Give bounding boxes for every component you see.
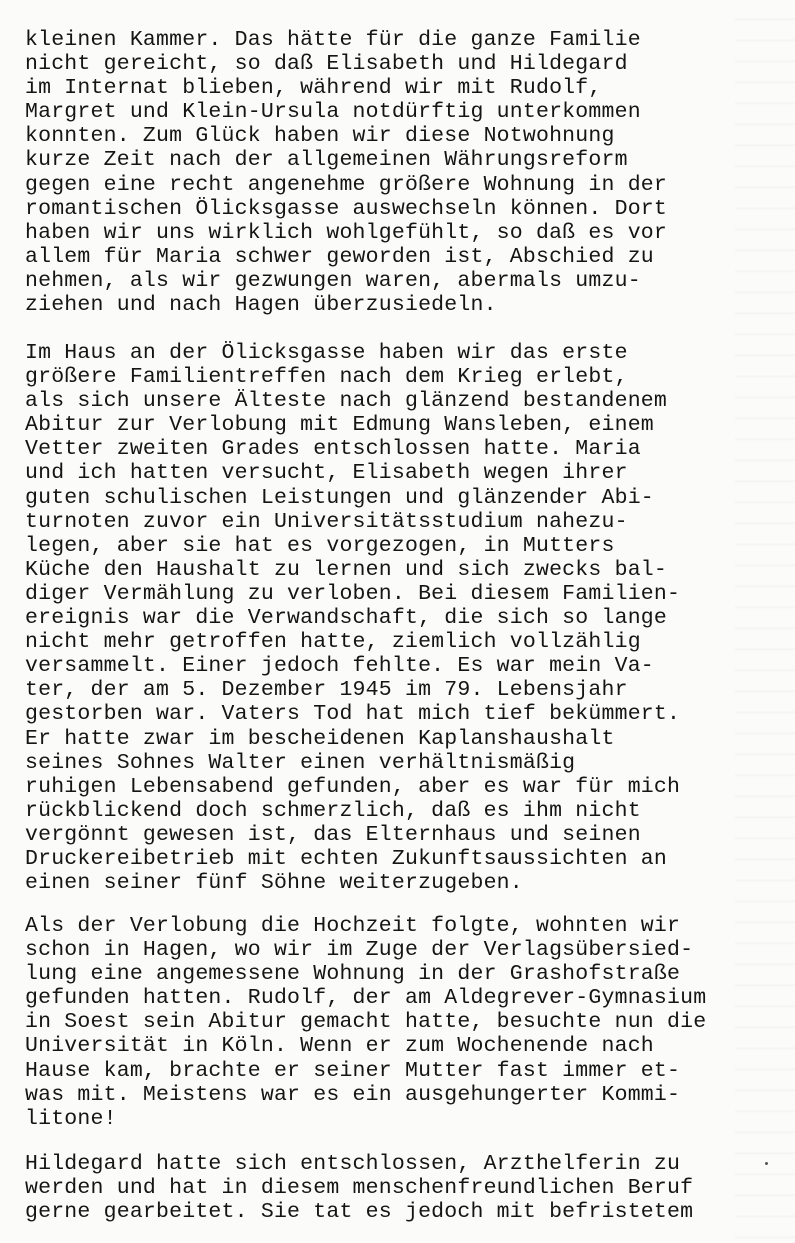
paragraph-1: [25, 28, 667, 317]
text-line: allem für Maria schwer geworden ist, Abschied zu: [25, 244, 654, 269]
text-line: haben wir uns wirklich wohlgefühlt, so daß es vor: [25, 220, 668, 245]
text-line: gefunden hatten. Rudolf, der am Aldegrever-Gymnasium: [25, 986, 707, 1011]
text-line: kleinen Kammer. Das hätte für die ganze Familie: [25, 28, 641, 52]
text-line: nicht mehr getroffen hatte, ziemlich vollzählig: [25, 630, 641, 655]
text-line: vergönnt gewesen ist, das Elternhaus und seinen: [25, 822, 641, 847]
text-line: Abitur zur Verlobung mit Edmung Wansleben, einem: [25, 413, 654, 438]
text-line: gerne gearbeitet. Sie tat es jedoch mit befristetem: [25, 1200, 694, 1225]
text-line: Als der Verlobung die Hochzeit folgte, wohnten wir: [25, 914, 681, 938]
text-line: gegen eine recht angenehme größere Wohnung in der: [25, 172, 668, 197]
text-line: gestorben war. Vaters Tod hat mich tief bekümmert.: [25, 702, 681, 727]
text-line: als sich unsere Älteste nach glänzend bestandenem: [25, 389, 668, 414]
text-line: ereignis war die Verwandschaft, die sich so lange: [25, 606, 668, 631]
text-line: kurze Zeit nach der allgemeinen Währungsreform: [25, 148, 628, 173]
text-line: litone!: [25, 1106, 117, 1131]
text-line: ziehen und nach Hagen überzusiedeln.: [25, 293, 497, 318]
paragraph-3: [25, 914, 706, 1131]
paragraph-2: [25, 341, 680, 895]
text-line: diger Vermählung zu verloben. Bei diesem Familien-: [25, 581, 681, 606]
text-line: was mit. Meistens war es ein ausgehungerter Kommi-: [25, 1082, 681, 1107]
text-line: Universität in Köln. Wenn er zum Wochenende nach: [25, 1034, 654, 1059]
text-line: Druckereibetrieb mit echten Zukunftsaussichten an: [25, 846, 668, 871]
text-line: und ich hatten versucht, Elisabeth wegen ihrer: [25, 461, 628, 486]
text-line: Vetter zweiten Grades entschlossen hatte. Maria: [25, 437, 641, 462]
text-line: nehmen, als wir gezwungen waren, abermals umzu-: [25, 268, 641, 293]
text-line: versammelt. Einer jedoch fehlte. Es war mein Va-: [25, 654, 654, 679]
text-line: romantischen Ölicksgasse auswechseln können. Dort: [25, 196, 668, 221]
text-line: einen seiner fünf Söhne weiterzugeben.: [25, 871, 523, 896]
text-line: lung eine angemessene Wohnung in der Grashofstraße: [25, 962, 681, 987]
text-line: nicht gereicht, so daß Elisabeth und Hildegard: [25, 52, 628, 77]
text-line: ter, der am 5. Dezember 1945 im 79. Lebensjahr: [25, 678, 628, 703]
paragraph-4: [25, 1152, 693, 1224]
text-line: Er hatte zwar im bescheidenen Kaplanshaushalt: [25, 726, 615, 751]
text-line: Margret und Klein-Ursula notdürftig unterkommen: [25, 100, 641, 125]
text-line: in Soest sein Abitur gemacht hatte, besuchte nun die: [25, 1010, 707, 1035]
text-line: rückblickend doch schmerzlich, daß es ihm nicht: [25, 798, 641, 823]
text-line: größere Familientreffen nach dem Krieg erlebt,: [25, 365, 628, 390]
text-line: turnoten zuvor ein Universitätsstudium nahezu-: [25, 509, 628, 534]
text-line: werden und hat in diesem menschenfreundlichen Beruf: [25, 1176, 694, 1201]
text-line: schon in Hagen, wo wir im Zuge der Verlagsübersied-: [25, 938, 694, 963]
text-line: Küche den Haushalt zu lernen und sich zwecks bal-: [25, 557, 668, 582]
text-line: legen, aber sie hat es vorgezogen, in Mutters: [25, 533, 615, 558]
stray-mark: [765, 1162, 768, 1165]
text-line: Hause kam, brachte er seiner Mutter fast immer et-: [25, 1058, 681, 1083]
text-line: Im Haus an der Ölicksgasse haben wir das erste: [25, 341, 628, 365]
text-line: ruhigen Lebensabend gefunden, aber es war für mich: [25, 774, 681, 799]
bleed-through-texture: [735, 0, 795, 1243]
text-line: konnten. Zum Glück haben wir diese Notwohnung: [25, 124, 615, 149]
text-line: seines Sohnes Walter einen verhältnismäßig: [25, 750, 576, 775]
text-line: guten schulischen Leistungen und glänzender Abi-: [25, 485, 654, 510]
text-line: Hildegard hatte sich entschlossen, Arzthelferin zu: [25, 1152, 681, 1176]
text-line: im Internat blieben, während wir mit Rudolf,: [25, 76, 602, 101]
